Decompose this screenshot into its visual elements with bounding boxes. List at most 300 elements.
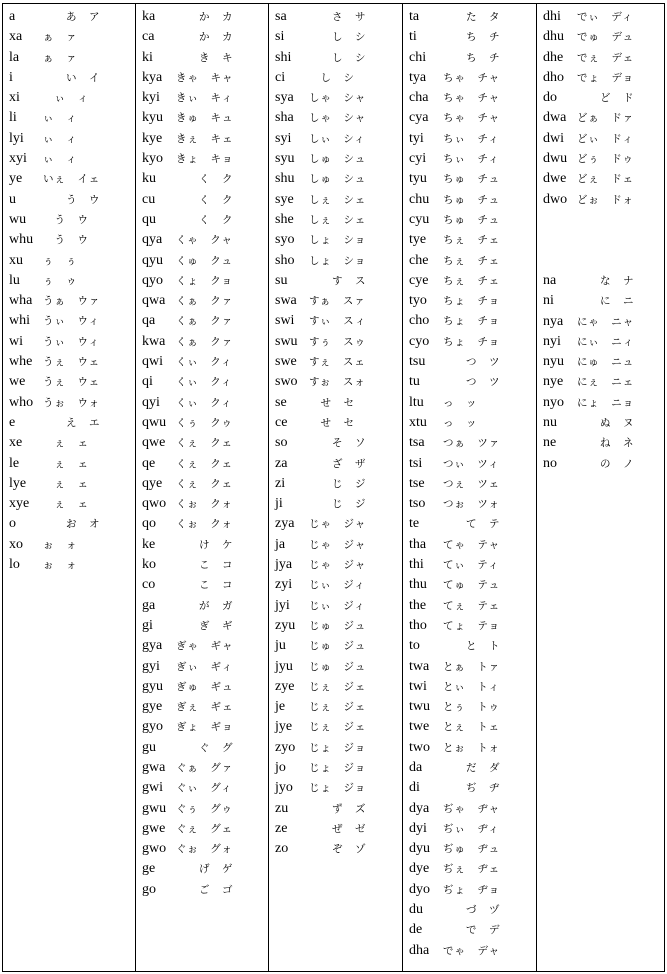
- romaji-label: dye: [409, 861, 430, 877]
- table-row: [142, 210, 268, 230]
- romaji-label: nyi: [543, 333, 561, 349]
- romaji-label: de: [409, 922, 423, 938]
- table-row: [142, 129, 268, 149]
- table-row: [543, 352, 663, 372]
- table-row: [409, 575, 536, 595]
- romaji-label: lye: [9, 475, 27, 491]
- romaji-label: o: [9, 516, 16, 532]
- kana-text: くゅ クュ: [176, 254, 233, 267]
- table-row: [409, 636, 536, 656]
- kana-text: どぉ ドォ: [577, 193, 635, 206]
- romaji-label: zye: [275, 678, 295, 694]
- table-row: [142, 697, 268, 717]
- kana-text: ぬ ヌ: [577, 417, 635, 430]
- table-row: [9, 555, 135, 575]
- romaji-label: ni: [543, 293, 554, 309]
- table-row: [9, 230, 135, 250]
- romaji-label: di: [409, 780, 420, 796]
- romaji-label: cho: [409, 313, 430, 329]
- romaji-label: kyo: [142, 151, 163, 167]
- romaji-label: zyo: [275, 739, 296, 755]
- romaji-label: i: [9, 69, 13, 85]
- table-row: [409, 129, 536, 149]
- kana-text: ぃ ィ: [43, 112, 78, 125]
- table-row: [275, 433, 402, 453]
- romaji-label: qwa: [142, 293, 166, 309]
- romaji-label: dwu: [543, 151, 568, 167]
- kana-text: くぉ クォ: [176, 518, 233, 531]
- kana-text: っ ッ: [443, 416, 478, 429]
- kana-text: じょ ジョ: [309, 782, 367, 795]
- romaji-label: dha: [409, 942, 430, 958]
- romaji-label: jyo: [275, 780, 293, 796]
- romaji-label: sho: [275, 252, 295, 268]
- table-row: [142, 169, 268, 189]
- kana-text: つ ツ: [443, 376, 501, 389]
- kana-text: た タ: [443, 11, 501, 23]
- romaji-label: so: [275, 435, 288, 451]
- table-row: [275, 27, 402, 47]
- kana-text: うぁ ウァ: [43, 295, 101, 308]
- romaji-label: she: [275, 211, 294, 227]
- kana-text: くゃ クャ: [176, 234, 233, 247]
- kana-text: くぇ クェ: [176, 457, 233, 470]
- table-row: [409, 454, 536, 474]
- table-row: [142, 778, 268, 798]
- kana-text: うぇ ウェ: [43, 376, 101, 389]
- romaji-label: to: [409, 638, 420, 654]
- table-column-3: [269, 4, 403, 971]
- romaji-label: qo: [142, 516, 156, 532]
- table-row: [409, 677, 536, 697]
- romaji-label: qe: [142, 455, 156, 471]
- table-row: [9, 27, 135, 47]
- kana-text: くょ クョ: [176, 274, 233, 287]
- table-row: [409, 68, 536, 88]
- table-row: [275, 372, 402, 392]
- table-row: [409, 474, 536, 494]
- romaji-label: xtu: [409, 414, 427, 430]
- table-row: [9, 169, 135, 189]
- romaji-label: dwo: [543, 191, 568, 207]
- romaji-label: ki: [142, 49, 153, 65]
- table-row: [409, 27, 536, 47]
- kana-text: ぐぇ グェ: [176, 822, 233, 835]
- kana-text: とぇ トェ: [443, 721, 501, 734]
- kana-text: て テ: [443, 518, 501, 531]
- kana-text: ぎぃ ギィ: [176, 660, 234, 673]
- kana-text: ぐぃ グィ: [176, 782, 233, 795]
- kana-text: ちぇ チェ: [443, 254, 501, 267]
- table-row: [409, 717, 536, 737]
- romaji-label: kwa: [142, 333, 166, 349]
- romaji-label: gye: [142, 699, 163, 715]
- table-row: [543, 413, 663, 433]
- table-row: [275, 799, 402, 819]
- romaji-label: ce: [275, 414, 288, 430]
- table-row: [409, 778, 536, 798]
- table-row: [409, 251, 536, 271]
- kana-text: しぃ シィ: [309, 132, 366, 145]
- table-row: [9, 454, 135, 474]
- kana-text: ぐぉ グォ: [176, 843, 233, 856]
- romaji-label: qu: [142, 211, 156, 227]
- romaji-label: qyi: [142, 394, 160, 410]
- romaji-label: gwo: [142, 841, 167, 857]
- table-row: [275, 717, 402, 737]
- romaji-label: dhi: [543, 9, 561, 24]
- table-row: [275, 616, 402, 636]
- table-row: [275, 758, 402, 778]
- table-row: [543, 169, 663, 189]
- table-row: [275, 210, 402, 230]
- table-row: [142, 372, 268, 392]
- romaji-label: na: [543, 272, 557, 288]
- table-row: [142, 535, 268, 555]
- romaji-label: jye: [275, 719, 293, 735]
- kana-text: ぇ ェ: [43, 477, 89, 490]
- romaji-label: do: [543, 90, 557, 106]
- romaji-label: si: [275, 29, 285, 45]
- kana-text: ぢぃ ヂィ: [443, 822, 500, 835]
- romaji-label: no: [543, 455, 557, 471]
- romaji-label: zu: [275, 800, 289, 816]
- kana-text: ぁ ァ: [43, 31, 78, 44]
- kana-text: じゅ ジュ: [309, 660, 367, 673]
- table-row: [9, 68, 135, 88]
- kana-text: きゃ キャ: [176, 71, 234, 84]
- kana-text: うぃ ウィ: [43, 315, 100, 328]
- romaji-label: ka: [142, 9, 156, 24]
- kana-text: しゃ シャ: [309, 92, 367, 105]
- table-row: [275, 454, 402, 474]
- kana-text: つ ツ: [443, 356, 501, 369]
- table-row: [9, 514, 135, 534]
- kana-text: ちゃ チャ: [443, 71, 501, 84]
- romaji-label: tsu: [409, 354, 426, 370]
- table-row: [409, 494, 536, 514]
- kana-text: つぉ ツォ: [443, 498, 500, 511]
- table-row: [543, 129, 663, 149]
- kana-text: じぇ ジェ: [309, 701, 367, 714]
- kana-text: っ ッ: [443, 396, 478, 409]
- table-row: [142, 291, 268, 311]
- romaji-label: ta: [409, 9, 420, 24]
- romaji-label: ti: [409, 29, 417, 45]
- table-row: [409, 555, 536, 575]
- table-row: [9, 291, 135, 311]
- table-row: [142, 433, 268, 453]
- kana-text: が ガ: [176, 599, 234, 612]
- table-row: [142, 839, 268, 859]
- romaji-label: tyo: [409, 293, 427, 309]
- kana-text: ぢゅ ヂュ: [443, 843, 501, 856]
- table-row: [409, 657, 536, 677]
- romaji-label: tsa: [409, 435, 425, 451]
- table-row: [9, 474, 135, 494]
- romaji-label: dwi: [543, 130, 564, 146]
- romaji-label: gya: [142, 638, 163, 654]
- kana-text: でぇ デェ: [577, 51, 635, 64]
- table-row: [543, 27, 663, 47]
- kana-text: ぎゅ ギュ: [176, 680, 234, 693]
- romaji-label: tyu: [409, 171, 427, 187]
- table-row: [142, 514, 268, 534]
- kana-text: にゃ ニャ: [577, 315, 635, 328]
- table-row: [543, 332, 663, 352]
- romaji-label: jo: [275, 759, 286, 775]
- romaji-label: whe: [9, 354, 33, 370]
- table-row: [275, 271, 402, 291]
- romaji-label: who: [9, 394, 34, 410]
- romaji-label: qwi: [142, 354, 163, 370]
- kana-text: ちゅ チュ: [443, 173, 501, 186]
- table-row: [275, 291, 402, 311]
- kana-text: つぇ ツェ: [443, 477, 500, 490]
- kana-text: どぁ ドァ: [577, 112, 635, 125]
- romaji-label: qwo: [142, 496, 167, 512]
- romaji-label: za: [275, 455, 288, 471]
- romaji-label: dyo: [409, 881, 430, 897]
- kana-text: とぁ トァ: [443, 660, 501, 673]
- table-row: [275, 677, 402, 697]
- romaji-label: ne: [543, 435, 557, 451]
- table-row: [142, 149, 268, 169]
- table-row: [142, 230, 268, 250]
- kana-text: お オ: [43, 518, 101, 531]
- romaji-label: jya: [275, 557, 293, 573]
- table-row: [9, 352, 135, 372]
- kana-text: く ク: [176, 173, 234, 186]
- kana-text: じゅ ジュ: [309, 640, 367, 653]
- table-row: [409, 271, 536, 291]
- romaji-label: tsi: [409, 455, 423, 471]
- romaji-label: xo: [9, 536, 23, 552]
- romaji-label: twa: [409, 658, 430, 674]
- romaji-label: tho: [409, 617, 427, 633]
- kana-romaji-table: [2, 3, 665, 972]
- romaji-label: qyu: [142, 252, 163, 268]
- romaji-label: la: [9, 49, 20, 65]
- table-row: [9, 129, 135, 149]
- romaji-label: dwa: [543, 110, 567, 126]
- romaji-label: li: [9, 110, 17, 126]
- table-row: [543, 291, 663, 311]
- kana-text: ご ゴ: [176, 883, 234, 896]
- romaji-label: gwi: [142, 780, 163, 796]
- table-row: [275, 190, 402, 210]
- table-row: [409, 352, 536, 372]
- romaji-label: wha: [9, 293, 33, 309]
- kana-text: え エ: [43, 416, 101, 429]
- romaji-label: gwe: [142, 820, 166, 836]
- table-row: [142, 738, 268, 758]
- kana-text: ぎゃ ギャ: [176, 640, 234, 653]
- romaji-label: swe: [275, 354, 297, 370]
- romaji-label: gwa: [142, 759, 166, 775]
- kana-text: ぎょ ギョ: [176, 721, 234, 734]
- romaji-label: kya: [142, 69, 163, 85]
- kana-text: すぁ スァ: [309, 295, 366, 308]
- table-row: [142, 819, 268, 839]
- kana-text: せ セ: [309, 416, 355, 429]
- romaji-label: cyu: [409, 211, 430, 227]
- kana-text: ち チ: [443, 51, 501, 64]
- kana-text: う ウ: [43, 213, 89, 226]
- table-row: [142, 311, 268, 331]
- kana-text: し シ: [309, 71, 355, 84]
- romaji-label: cyo: [409, 333, 430, 349]
- kana-text: くぉ クォ: [176, 498, 233, 511]
- romaji-label: gwu: [142, 800, 167, 816]
- table-row: [9, 271, 135, 291]
- romaji-label: du: [409, 902, 423, 918]
- romaji-label: tse: [409, 475, 425, 491]
- table-row: [142, 454, 268, 474]
- romaji-label: qye: [142, 475, 163, 491]
- table-column-1: [3, 4, 136, 971]
- kana-text: うぃ ウィ: [43, 335, 100, 348]
- kana-text: じぃ ジィ: [309, 599, 366, 612]
- kana-text: ぢょ ヂョ: [443, 883, 501, 896]
- romaji-label: che: [409, 252, 429, 268]
- table-row: [543, 149, 663, 169]
- kana-text: じゅ ジュ: [309, 619, 367, 632]
- romaji-label: gyi: [142, 658, 160, 674]
- table-row: [409, 738, 536, 758]
- kana-text: つぁ ツァ: [443, 437, 501, 450]
- romaji-label: ltu: [409, 394, 424, 410]
- kana-text: う ウ: [43, 234, 89, 247]
- romaji-label: le: [9, 455, 20, 471]
- romaji-label: chi: [409, 49, 427, 65]
- romaji-label: nu: [543, 415, 557, 431]
- romaji-label: shu: [275, 171, 295, 187]
- kana-text: ず ズ: [309, 802, 367, 815]
- romaji-label: ge: [142, 861, 156, 877]
- kana-text: ちぇ チェ: [443, 274, 501, 287]
- kana-text: の ノ: [577, 457, 635, 470]
- table-row: [142, 190, 268, 210]
- table-row: [409, 697, 536, 717]
- kana-text: ちぃ チィ: [443, 153, 500, 166]
- kana-text: ぃ ィ: [43, 153, 78, 166]
- kana-text: ど ド: [577, 92, 635, 105]
- table-row: [142, 555, 268, 575]
- kana-text: しゅ シュ: [309, 173, 367, 186]
- kana-text: こ コ: [176, 559, 234, 572]
- romaji-label: syu: [275, 151, 295, 167]
- kana-text: しゃ シャ: [309, 112, 367, 125]
- kana-text: しゅ シュ: [309, 153, 367, 166]
- table-row: [275, 413, 402, 433]
- romaji-label: twi: [409, 678, 427, 694]
- kana-text: か カ: [176, 31, 234, 44]
- table-row: [409, 880, 536, 900]
- table-row: [409, 149, 536, 169]
- romaji-label: cyi: [409, 151, 427, 167]
- kana-text: ちゅ チュ: [443, 213, 501, 226]
- kana-text: くぅ クゥ: [176, 416, 233, 429]
- kana-text: じぇ ジェ: [309, 680, 367, 693]
- table-row: [142, 413, 268, 433]
- kana-text: てょ テョ: [443, 619, 501, 632]
- romaji-label: sya: [275, 90, 294, 106]
- romaji-label: lu: [9, 272, 20, 288]
- romaji-label: se: [275, 394, 287, 410]
- kana-text: ぢゃ ヂャ: [443, 802, 501, 815]
- table-row: [142, 48, 268, 68]
- table-row: [543, 454, 663, 474]
- romaji-label: lo: [9, 557, 20, 573]
- romaji-label: dhe: [543, 49, 564, 65]
- table-row: [409, 230, 536, 250]
- romaji-label: chu: [409, 191, 430, 207]
- kana-text: ちょ チョ: [443, 335, 501, 348]
- table-row: [409, 535, 536, 555]
- kana-text: しぇ シェ: [309, 193, 367, 206]
- romaji-label: tye: [409, 232, 427, 248]
- table-row: [9, 48, 135, 68]
- romaji-label: dwe: [543, 171, 567, 187]
- kana-text: くぁ クァ: [176, 335, 234, 348]
- kana-text: く ク: [176, 213, 234, 226]
- table-row: [275, 839, 402, 859]
- kana-text: ちょ チョ: [443, 295, 501, 308]
- kana-text: てゅ テュ: [443, 579, 501, 592]
- table-row: [275, 535, 402, 555]
- kana-text: ぅ ぅ: [43, 254, 78, 267]
- romaji-label: syi: [275, 130, 292, 146]
- table-row: [9, 149, 135, 169]
- table-row: [142, 494, 268, 514]
- kana-text: てぇ テェ: [443, 599, 501, 612]
- kana-text: くぃ クィ: [176, 356, 233, 369]
- table-row: [275, 7, 402, 27]
- kana-text: ぢぇ ヂェ: [443, 863, 501, 876]
- kana-text: ぎぇ ギェ: [176, 701, 234, 714]
- table-row: [275, 697, 402, 717]
- table-row: [142, 677, 268, 697]
- table-row: [142, 7, 268, 27]
- table-row: [409, 514, 536, 534]
- table-row: [142, 799, 268, 819]
- kana-text: に ニ: [577, 295, 635, 308]
- table-row: [275, 494, 402, 514]
- kana-text: すぃ スィ: [309, 315, 367, 328]
- romaji-label: je: [275, 699, 286, 715]
- romaji-label: xe: [9, 435, 23, 451]
- romaji-label: thi: [409, 557, 424, 573]
- romaji-label: sye: [275, 191, 294, 207]
- table-row: [409, 332, 536, 352]
- romaji-label: tu: [409, 374, 420, 390]
- table-row: [142, 332, 268, 352]
- romaji-label: cha: [409, 90, 429, 106]
- table-row: [142, 251, 268, 271]
- romaji-label: ke: [142, 536, 156, 552]
- table-row: [409, 819, 536, 839]
- table-row: [275, 575, 402, 595]
- kana-text: いぇ イェ: [43, 173, 101, 186]
- table-row: [142, 616, 268, 636]
- kana-text: どぅ ドゥ: [577, 153, 635, 166]
- table-row: [275, 819, 402, 839]
- romaji-label: sha: [275, 110, 294, 126]
- kana-text: う ウ: [43, 193, 101, 206]
- kana-text: ぉ ォ: [43, 538, 78, 551]
- romaji-label: tyi: [409, 130, 424, 146]
